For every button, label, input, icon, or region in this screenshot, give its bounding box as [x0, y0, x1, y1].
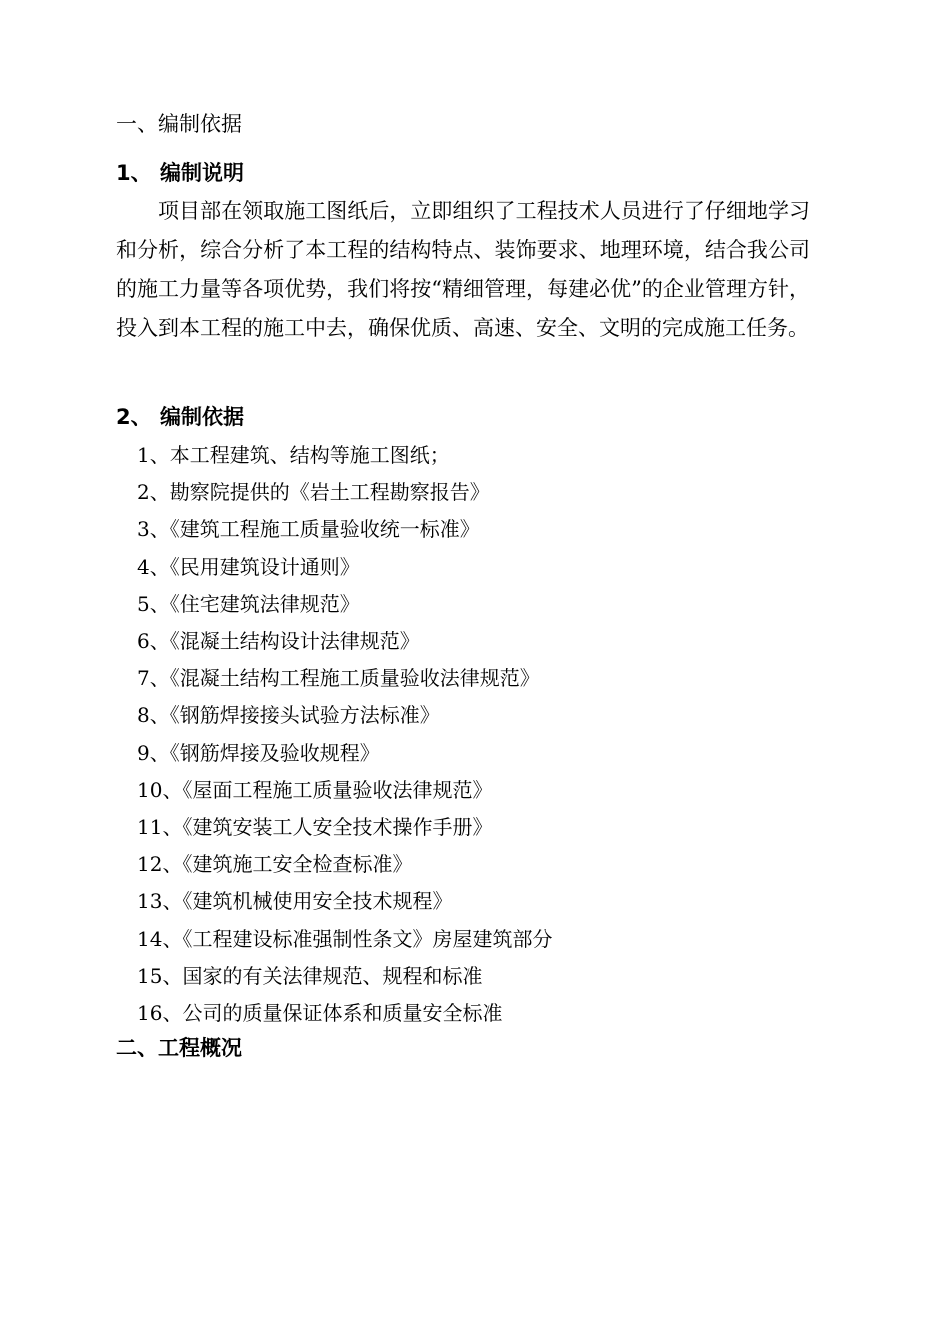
list-item: 14、《工程建设标准强制性条文》房屋建筑部分 [137, 926, 553, 951]
subheading-title: 编制说明 [160, 161, 244, 185]
list-item: 7、《混凝土结构工程施工质量验收法律规范》 [137, 666, 540, 691]
list-item: 16、公司的质量保证体系和质量安全标准 [137, 1001, 503, 1026]
list-item: 2、勘察院提供的《岩土工程勘察报告》 [137, 480, 490, 505]
explanation-paragraph: 项目部在领取施工图纸后，立即组织了工程技术人员进行了仔细地学习和分析，综合分析了本工程的结构特点、装饰要求、地理环境，结合我公司的施工力量等各项优势，我们将按“精细管理，每建必优”的企业管理方针，投入到本工程的施工中去，确保优质、高速、安全、文明的完成施工任务。 [116, 199, 810, 340]
subheading-number: 1、 [116, 161, 152, 185]
list-item: 12、《建筑施工安全检查标准》 [137, 852, 413, 877]
subheading-title: 编制依据 [160, 405, 244, 429]
subheading-basis [116, 403, 244, 431]
section-heading-basis: 一、编制依据 [116, 112, 242, 136]
list-item: 3、《建筑工程施工质量验收统一标准》 [137, 517, 480, 542]
section-heading-overview: 二、工程概况 [116, 1036, 242, 1060]
list-item: 13、《建筑机械使用安全技术规程》 [137, 889, 453, 914]
list-item: 6、《混凝土结构设计法律规范》 [137, 629, 420, 654]
subheading-explanation [116, 159, 244, 187]
list-item: 11、《建筑安装工人安全技术操作手册》 [137, 815, 493, 840]
list-item: 15、国家的有关法律规范、规程和标准 [137, 963, 483, 988]
list-item: 4、《民用建筑设计通则》 [137, 554, 360, 579]
subheading-number: 2、 [116, 405, 152, 429]
list-item: 8、《钢筋焊接接头试验方法标准》 [137, 703, 440, 728]
list-item: 1、本工程建筑、结构等施工图纸； [137, 443, 450, 467]
list-item: 10、《屋面工程施工质量验收法律规范》 [137, 777, 493, 802]
basis-list [137, 437, 552, 1032]
list-item: 9、《钢筋焊接及验收规程》 [137, 740, 380, 765]
list-item: 5、《住宅建筑法律规范》 [137, 591, 360, 616]
